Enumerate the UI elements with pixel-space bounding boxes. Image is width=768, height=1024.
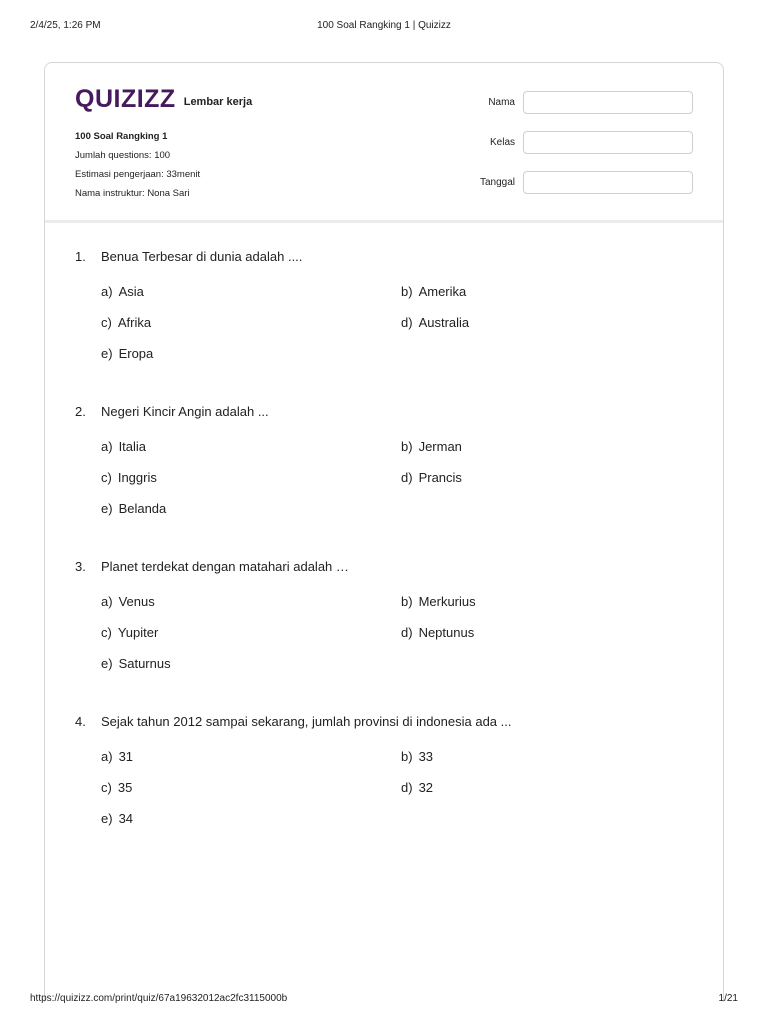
option-a: a) Asia <box>101 284 144 299</box>
option-e: e) 34 <box>101 811 134 826</box>
question-2 <box>75 404 695 527</box>
option-d: d) Prancis <box>401 470 462 485</box>
option-c: c) Yupiter <box>101 625 159 640</box>
name-field-row <box>455 91 693 114</box>
option-a: a) 31 <box>101 749 134 764</box>
instructor-name: Nama instruktur: Nona Sari <box>75 188 190 199</box>
quizizz-logo: QUIZIZZ <box>75 85 176 113</box>
option-a: a) Italia <box>101 439 147 454</box>
option-b: b) Merkurius <box>401 594 476 609</box>
option-c: c) Afrika <box>101 315 152 330</box>
question-3 <box>75 559 695 682</box>
worksheet-subtitle: Lembar kerja <box>183 96 253 108</box>
option-e: e) Saturnus <box>101 656 171 671</box>
option-e: e) Belanda <box>101 501 167 516</box>
question-count: Jumlah questions: 100 <box>75 150 171 161</box>
time-estimate: Estimasi pengerjaan: 33menit <box>75 169 201 180</box>
print-page-title: 100 Soal Rangking 1 | Quizizz <box>317 20 451 31</box>
worksheet-header <box>45 63 723 223</box>
option-a: a) Venus <box>101 594 155 609</box>
question-text: Sejak tahun 2012 sampai sekarang, jumlah provinsi di indonesia ada ... <box>101 714 512 729</box>
date-field-row <box>455 171 693 194</box>
brand-row <box>75 87 252 111</box>
option-c: c) Inggris <box>101 470 157 485</box>
question-number: 1. <box>75 249 86 264</box>
option-d: d) Australia <box>401 315 470 330</box>
option-b: b) 33 <box>401 749 434 764</box>
class-label: Kelas <box>489 137 515 148</box>
question-1 <box>75 249 695 372</box>
worksheet-card <box>44 62 724 1002</box>
answer-options <box>75 439 695 527</box>
question-text: Planet terdekat dengan matahari adalah … <box>101 559 349 574</box>
print-url: https://quizizz.com/print/quiz/67a19632012ac2fc3115000b <box>30 993 288 1004</box>
option-d: d) Neptunus <box>401 625 475 640</box>
date-label: Tanggal <box>479 177 515 188</box>
question-text: Benua Terbesar di dunia adalah .... <box>101 249 303 264</box>
option-c: c) 35 <box>101 780 133 795</box>
question-number: 3. <box>75 559 86 574</box>
date-field[interactable] <box>523 171 693 194</box>
class-field-row <box>455 131 693 154</box>
class-field[interactable] <box>523 131 693 154</box>
answer-options <box>75 594 695 682</box>
option-e: e) Eropa <box>101 346 154 361</box>
question-text: Negeri Kincir Angin adalah ... <box>101 404 269 419</box>
question-number: 4. <box>75 714 86 729</box>
print-datetime: 2/4/25, 1:26 PM <box>30 20 101 31</box>
quiz-meta <box>75 127 200 203</box>
option-b: b) Amerika <box>401 284 467 299</box>
option-d: d) 32 <box>401 780 434 795</box>
option-b: b) Jerman <box>401 439 462 454</box>
question-number: 2. <box>75 404 86 419</box>
page-number: 1/21 <box>718 993 738 1004</box>
question-4 <box>75 714 695 837</box>
answer-options <box>75 749 695 837</box>
name-field[interactable] <box>523 91 693 114</box>
name-label: Nama <box>488 97 515 108</box>
quiz-title: 100 Soal Rangking 1 <box>75 131 168 142</box>
answer-options <box>75 284 695 372</box>
